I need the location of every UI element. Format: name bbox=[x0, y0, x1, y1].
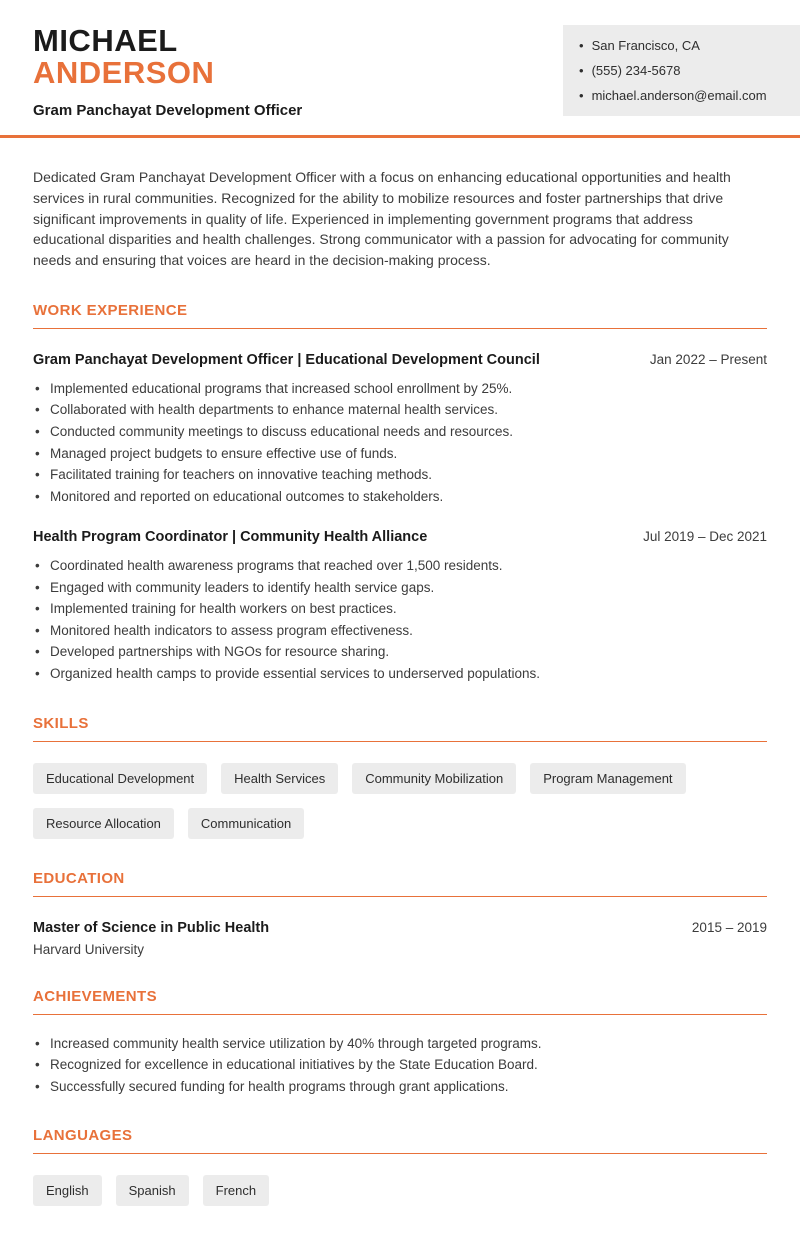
bullet-item: • Managed project budgets to ensure effective use of funds. bbox=[33, 444, 767, 464]
contact-phone: • (555) 234-5678 bbox=[579, 63, 786, 78]
education-entry-header bbox=[33, 920, 767, 936]
page-bottom-spacer bbox=[33, 1206, 767, 1242]
language-tag: French bbox=[203, 1175, 269, 1206]
section-achievements bbox=[33, 988, 767, 1097]
achievements-heading: ACHIEVEMENTS bbox=[33, 988, 767, 1015]
section-work-experience bbox=[33, 302, 767, 684]
skill-tag: Communication bbox=[188, 808, 304, 839]
degree-title: Master of Science in Public Health bbox=[33, 919, 270, 936]
contact-location: • San Francisco, CA bbox=[579, 38, 786, 53]
bullet-item: • Implemented educational programs that increased school enrollment by 25%. bbox=[33, 379, 767, 399]
first-name: MICHAEL bbox=[33, 23, 178, 58]
education-dates: 2015 – 2019 bbox=[691, 919, 767, 935]
language-tag: English bbox=[33, 1175, 102, 1206]
last-name: ANDERSON bbox=[33, 54, 215, 90]
job-entry-1 bbox=[33, 352, 767, 506]
bullet-item: • Conducted community meetings to discuss educational needs and resources. bbox=[33, 422, 767, 442]
resume-body bbox=[0, 167, 800, 1242]
job-title: Gram Panchayat Development Officer | Educational Development Council bbox=[33, 351, 540, 368]
bullet-item: • Collaborated with health departments to enhance maternal health services. bbox=[33, 400, 767, 420]
job-entry-header bbox=[33, 352, 767, 368]
job-entry-2 bbox=[33, 529, 767, 683]
skill-tag: Resource Allocation bbox=[33, 808, 174, 839]
skill-tag: Program Management bbox=[530, 763, 685, 794]
section-education bbox=[33, 870, 767, 957]
header-inner bbox=[0, 0, 800, 135]
work-experience-heading: WORK EXPERIENCE bbox=[33, 302, 767, 329]
identity-block bbox=[33, 25, 302, 119]
bullet-item: • Monitored health indicators to assess program effectiveness. bbox=[33, 621, 767, 641]
resume-header bbox=[0, 0, 800, 138]
bullet-item: • Organized health camps to provide essential services to underserved populations. bbox=[33, 664, 767, 684]
skills-heading: SKILLS bbox=[33, 715, 767, 742]
achievements-bullet-list bbox=[33, 1034, 767, 1097]
header-job-title: Gram Panchayat Development Officer bbox=[33, 102, 303, 120]
bullet-item: • Increased community health service utilization by 40% through targeted programs. bbox=[33, 1034, 767, 1054]
section-skills bbox=[33, 715, 767, 839]
job-dates: Jan 2022 – Present bbox=[649, 351, 767, 367]
bullet-item: • Implemented training for health workers on best practices. bbox=[33, 599, 767, 619]
skill-tag: Health Services bbox=[221, 763, 338, 794]
bullet-item: • Coordinated health awareness programs that reached over 1,500 residents. bbox=[33, 556, 767, 576]
contact-box bbox=[563, 25, 800, 116]
summary-text: Dedicated Gram Panchayat Development Officer with a focus on enhancing educational opportunities and health services in rural communities. Recognized for the ability to mobilize resources and foster partnerships that drive significant improvements in quality of life. Experienced in implementing government programs that address educational disparities and health challenges. Strong communicator with a passion for advocating for community needs and ensuring that voices are heard in the decision-making process. bbox=[33, 169, 731, 269]
skill-tag: Educational Development bbox=[33, 763, 207, 794]
education-heading: EDUCATION bbox=[33, 870, 767, 897]
job-entry-header bbox=[33, 529, 767, 545]
languages-heading: LANGUAGES bbox=[33, 1127, 767, 1154]
bullet-item: • Monitored and reported on educational outcomes to stakeholders. bbox=[33, 487, 767, 507]
job-bullet-list bbox=[33, 379, 767, 506]
skill-tag: Community Mobilization bbox=[352, 763, 516, 794]
contact-email: • michael.anderson@email.com bbox=[579, 88, 786, 103]
bullet-item: • Successfully secured funding for health programs through grant applications. bbox=[33, 1077, 767, 1097]
job-title: Health Program Coordinator | Community Health Alliance bbox=[33, 529, 428, 546]
bullet-item: • Recognized for excellence in educational initiatives by the State Education Board. bbox=[33, 1055, 767, 1075]
languages-tag-list bbox=[33, 1175, 767, 1206]
bullet-item: • Facilitated training for teachers on innovative teaching methods. bbox=[33, 465, 767, 485]
school-name: Harvard University bbox=[33, 941, 145, 957]
job-bullet-list bbox=[33, 556, 767, 683]
bullet-item: • Engaged with community leaders to identify health service gaps. bbox=[33, 578, 767, 598]
bullet-item: • Developed partnerships with NGOs for resource sharing. bbox=[33, 642, 767, 662]
candidate-name bbox=[33, 25, 302, 88]
language-tag: Spanish bbox=[116, 1175, 189, 1206]
job-dates: Jul 2019 – Dec 2021 bbox=[643, 529, 767, 545]
section-languages bbox=[33, 1127, 767, 1206]
skills-tag-list bbox=[33, 763, 767, 839]
